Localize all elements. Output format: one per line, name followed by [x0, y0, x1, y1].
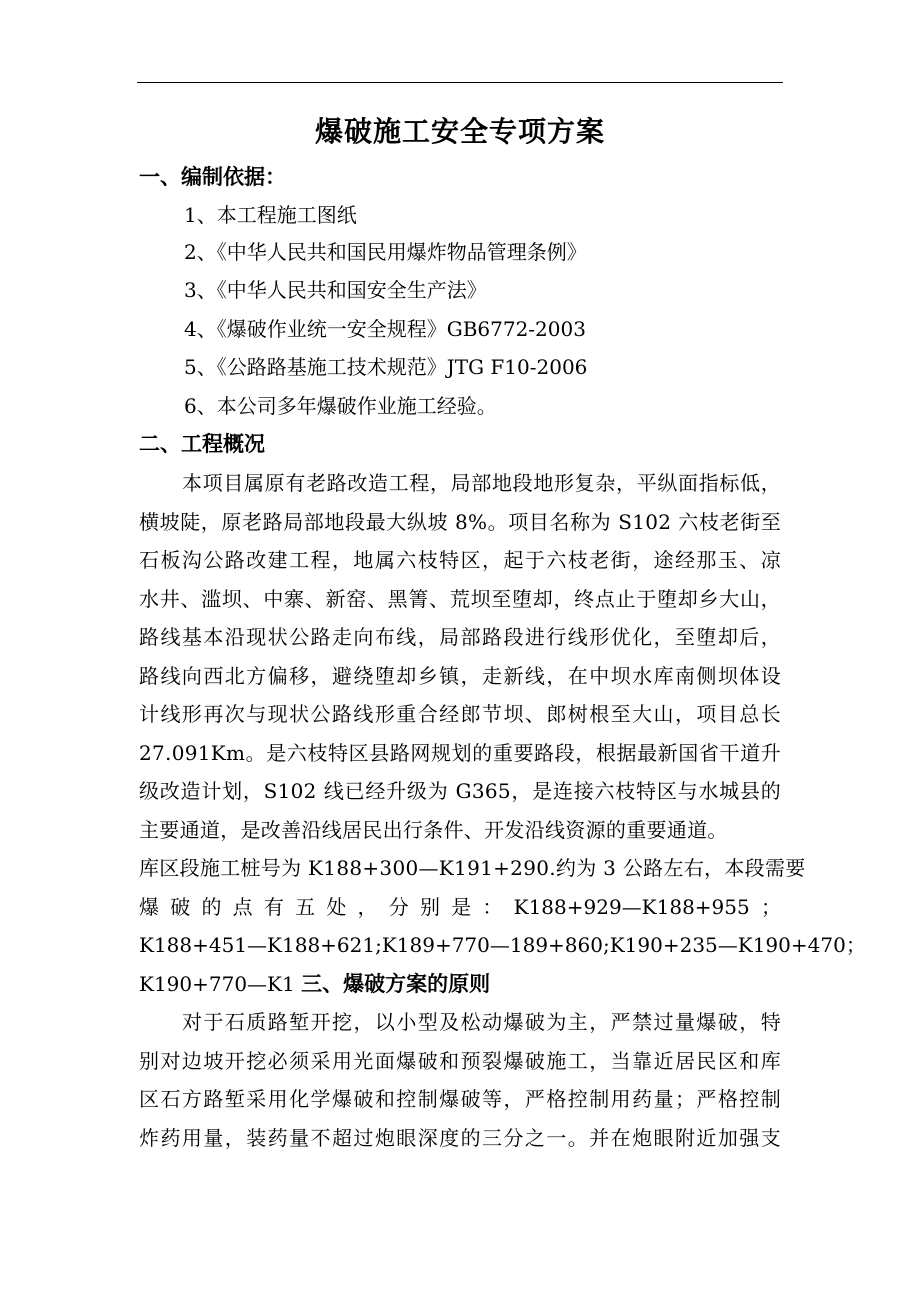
stations-text: K188+451—K188+621;K189+770—189+860;K190+235—K190+470: [139, 933, 846, 957]
paragraph-line: 计线形再次与现状公路线形重合经郎节坝、郎树根至大山，项目总长: [139, 702, 781, 726]
basis-item: 3、《中华人民共和国安全生产法》: [184, 278, 487, 302]
paragraph-line: 石板沟公路改建工程，地属六枝特区，起于六枝老街，途经那玉、凉: [139, 548, 781, 572]
basis-item: 1、本工程施工图纸: [184, 203, 357, 227]
basis-item: 4、《爆破作业统一安全规程》GB6772-2003: [184, 317, 586, 341]
header-rule: [137, 82, 783, 83]
paragraph-line: 别对边坡开挖必须采用光面爆破和预裂爆破施工，当靠近居民区和库: [139, 1049, 781, 1073]
spread-token: 爆: [139, 895, 159, 919]
paragraph-line: 路线向西北方偏移，避绕堕却乡镇，走新线，在中坝水库南侧坝体设: [139, 664, 781, 688]
paragraph-line: 水井、滥坝、中寨、新窑、黑箐、荒坝至堕却，终点止于堕却乡大山，: [139, 587, 781, 611]
paragraph-line: 主要通道，是改善沿线居民出行条件、开发沿线资源的重要通道。: [139, 818, 728, 842]
mixed-line: [139, 965, 490, 1003]
stations-end: ；: [845, 933, 866, 957]
paragraph-line: 区石方路堑采用化学爆破和控制爆破等，严格控制用药量；严格控制: [139, 1087, 781, 1111]
basis-item: 6、本公司多年爆破作业施工经验。: [184, 394, 497, 418]
paragraph-line: 27.091Km。是六枝特区县路网规划的重要路段，根据最新国省干道升: [139, 741, 781, 765]
spread-token: 五: [295, 895, 316, 919]
paragraph-line: 级改造计划，S102 线已经升级为 G365，是连接六枝特区与水城县的: [139, 779, 781, 803]
paragraph-line: 对于石质路堑开挖，以小型及松动爆破为主，严禁过量爆破，特: [182, 1010, 781, 1034]
spread-token: K188+929—K188+955: [513, 895, 750, 919]
spread-token: 有: [263, 895, 284, 919]
spread-token: 破: [170, 895, 191, 919]
stations-line: [139, 926, 866, 964]
spread-token: 的: [201, 895, 222, 919]
spread-token: ：: [482, 895, 503, 919]
spread-token: 是: [451, 895, 472, 919]
paragraph-line: 横坡陡，原老路局部地段最大纵坡 8%。项目名称为 S102 六枝老街至: [139, 510, 781, 534]
spread-paragraph-line: [139, 888, 781, 926]
spread-token: ，: [357, 895, 378, 919]
spread-token: 别: [419, 895, 440, 919]
paragraph-line: 本项目属原有老路改造工程，局部地段地形复杂，平纵面指标低，: [182, 471, 781, 495]
spread-token: 分: [388, 895, 409, 919]
stations-tail: K190+770—K1: [139, 972, 302, 996]
spread-token: ；: [760, 895, 781, 919]
document-title: 爆破施工安全专项方案: [314, 115, 605, 148]
section-heading-overview: 二、工程概况: [139, 431, 265, 456]
paragraph-line: 库区段施工桩号为 K188+300—K191+290.约为 3 公路左右，本段需要: [139, 856, 806, 880]
basis-item: 5、《公路路基施工技术规范》JTG F10-2006: [184, 355, 588, 379]
spread-token: 点: [232, 895, 253, 919]
spread-token: 处: [326, 895, 347, 919]
section-heading-basis: 一、编制依据：: [139, 164, 286, 189]
paragraph-line: 炸药用量，装药量不超过炮眼深度的三分之一。并在炮眼附近加强支: [139, 1126, 781, 1150]
basis-item: 2、《中华人民共和国民用爆炸物品管理条例》: [184, 240, 587, 264]
paragraph-line: 路线基本沿现状公路走向布线，局部路段进行线形优化，至堕却后，: [139, 625, 781, 649]
section-heading-principles: 三、爆破方案的原则: [301, 971, 491, 996]
